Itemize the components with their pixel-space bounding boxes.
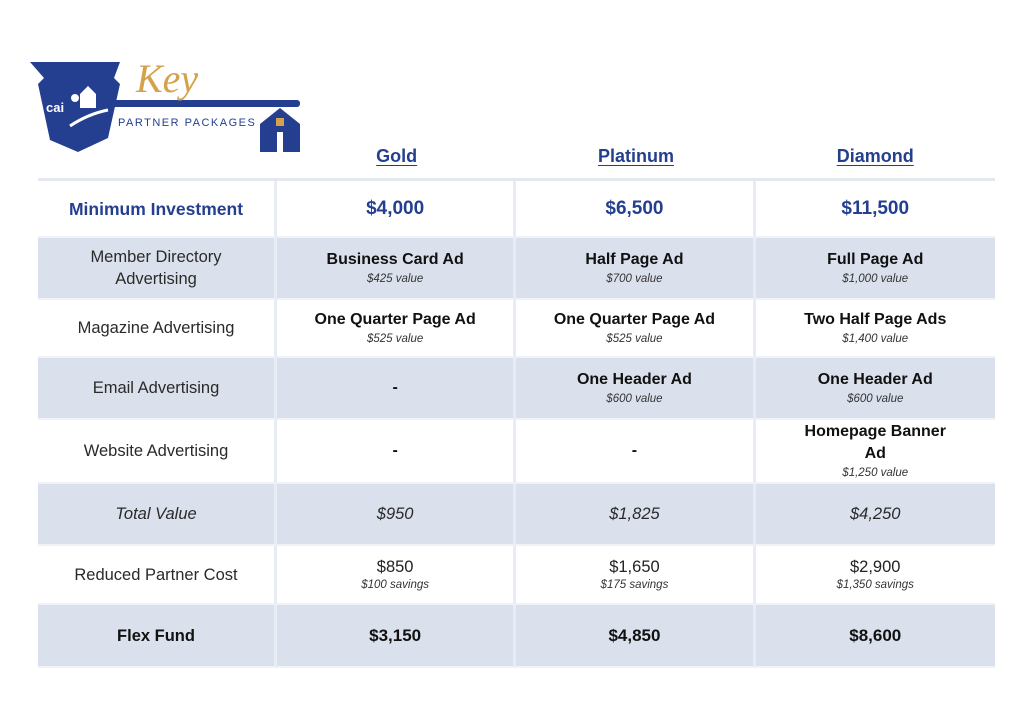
partner-packages-table [38, 178, 995, 668]
cell-gold [277, 605, 516, 668]
not-included: - [392, 379, 398, 396]
cell-diamond [756, 300, 995, 358]
ad-value: $700 value [606, 273, 663, 285]
ad-item: Half Page Ad [585, 251, 684, 268]
tier-header-platinum: Platinum [597, 146, 674, 166]
row-label: Minimum Investment [38, 181, 277, 238]
ad-item: Two Half Page Ads [804, 311, 947, 328]
svg-text:cai: cai [46, 100, 65, 115]
ad-value: $525 value [367, 333, 424, 345]
cell-gold [277, 358, 516, 420]
savings: $100 savings [361, 578, 430, 591]
ad-item: One Header Ad [817, 371, 933, 388]
cell-diamond [756, 605, 995, 668]
cell-gold [277, 300, 516, 358]
ad-item: Homepage Banner Ad [804, 423, 946, 462]
cost: $2,900 [850, 557, 901, 576]
savings: $175 savings [600, 578, 669, 591]
savings: $1,350 savings [836, 578, 914, 591]
row-label: Email Advertising [38, 358, 277, 420]
row-total-value [38, 484, 995, 546]
cell-platinum [516, 546, 755, 605]
cell-gold [277, 181, 516, 238]
row-label: Reduced Partner Cost [38, 546, 277, 605]
cell-platinum [516, 484, 755, 546]
row-flex-fund [38, 605, 995, 668]
cell-diamond [756, 420, 995, 484]
cell-gold [277, 238, 516, 300]
cell-diamond [756, 546, 995, 605]
row-label: Member Directory Advertising [38, 238, 277, 300]
row-label: Magazine Advertising [38, 300, 277, 358]
ad-item: One Header Ad [576, 371, 692, 388]
cost: $1,650 [609, 557, 660, 576]
flex-amount: $3,150 [369, 625, 422, 645]
ad-value: $600 value [606, 393, 663, 405]
svg-text:PARTNER PACKAGES: PARTNER PACKAGES [118, 117, 257, 129]
row-label: Website Advertising [38, 420, 277, 484]
cell-platinum [516, 181, 755, 238]
ad-item: Full Page Ad [827, 251, 924, 268]
price: $4,000 [366, 197, 425, 219]
ad-value: $1,400 value [842, 333, 909, 345]
price: $11,500 [841, 197, 910, 219]
ad-value: $1,250 value [842, 467, 909, 479]
total: $950 [376, 504, 414, 523]
row-label: Flex Fund [38, 605, 277, 668]
ad-value: $425 value [367, 273, 424, 285]
ad-item: One Quarter Page Ad [314, 311, 476, 328]
cell-platinum [516, 358, 755, 420]
ad-value: $600 value [847, 393, 904, 405]
not-included: - [392, 442, 398, 459]
cell-gold [277, 546, 516, 605]
tier-header-gold: Gold [376, 146, 418, 166]
ad-value: $525 value [606, 333, 663, 345]
row-minimum-investment [38, 181, 995, 238]
total: $1,825 [609, 504, 660, 523]
cell-platinum [516, 605, 755, 668]
tier-header-diamond: Diamond [836, 146, 914, 166]
cell-platinum [516, 238, 755, 300]
cell-diamond [756, 358, 995, 420]
key-partner-packages-logo [28, 48, 308, 156]
keystone-house-key-icon [28, 48, 308, 156]
row-website [38, 420, 995, 484]
cell-platinum [516, 300, 755, 358]
flex-amount: $8,600 [849, 625, 902, 645]
cost: $850 [376, 557, 414, 576]
row-email [38, 358, 995, 420]
row-label: Total Value [38, 484, 277, 546]
svg-text:Key: Key [136, 56, 199, 101]
ad-value: $1,000 value [842, 273, 909, 285]
price: $6,500 [605, 197, 664, 219]
total: $4,250 [850, 504, 901, 523]
row-magazine [38, 300, 995, 358]
ad-item: Business Card Ad [326, 251, 464, 268]
cell-platinum [516, 420, 755, 484]
cell-gold [277, 420, 516, 484]
row-reduced-partner-cost [38, 546, 995, 605]
tier-headers [277, 146, 995, 167]
cell-diamond [756, 484, 995, 546]
cell-diamond [756, 238, 995, 300]
ad-item: One Quarter Page Ad [553, 311, 716, 328]
not-included: - [631, 442, 638, 459]
cell-diamond [756, 181, 995, 238]
row-member-directory [38, 238, 995, 300]
flex-amount: $4,850 [608, 625, 661, 645]
cell-gold [277, 484, 516, 546]
